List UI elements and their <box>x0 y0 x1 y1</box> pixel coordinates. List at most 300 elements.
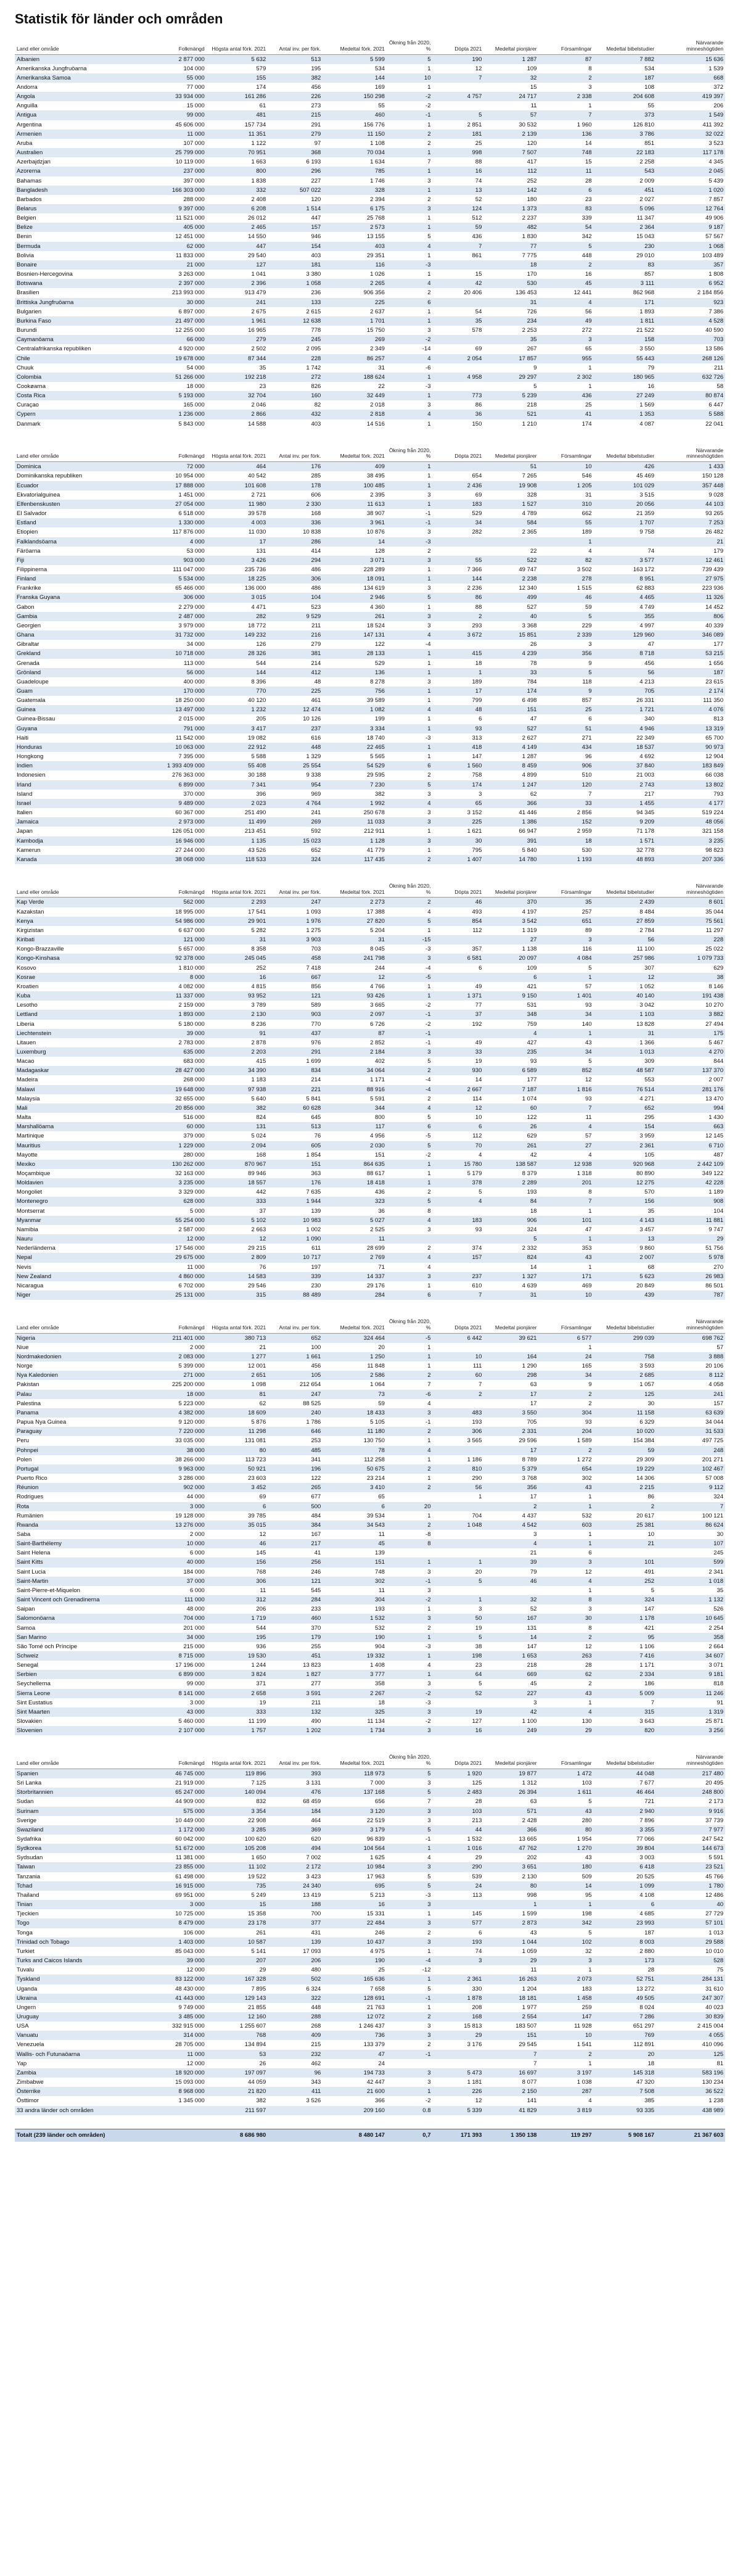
value-cell: 112 <box>432 926 483 935</box>
table-row <box>15 391 725 400</box>
value-cell: 197 097 <box>207 2068 268 2078</box>
table-row <box>15 1872 725 1881</box>
table-row <box>15 518 725 527</box>
value-cell: 235 <box>483 1047 538 1057</box>
value-cell: 629 <box>483 1131 538 1141</box>
value-cell: 45 <box>538 279 593 288</box>
value-cell: 32 163 000 <box>142 1169 207 1178</box>
value-cell: -2 <box>387 335 433 344</box>
value-cell: 306 <box>207 1577 268 1586</box>
value-cell: 2 487 000 <box>142 612 207 621</box>
value-cell: 532 <box>323 1624 387 1633</box>
value-cell: 44 103 <box>656 500 725 509</box>
table-row <box>15 1975 725 1984</box>
value-cell: 4 956 <box>323 1131 387 1141</box>
country-name-cell: Puerto Rico <box>15 1474 142 1483</box>
value-cell: 651 <box>538 917 593 926</box>
country-name-cell: Nederländerna <box>15 1244 142 1253</box>
value-cell: 12 255 000 <box>142 326 207 335</box>
value-cell: 80 874 <box>656 391 725 400</box>
table-row <box>15 139 725 148</box>
country-name-cell: Georgien <box>15 621 142 630</box>
value-cell: 328 <box>323 186 387 195</box>
value-cell: 66 947 <box>483 827 538 836</box>
value-cell: 1 661 <box>268 1352 323 1361</box>
value-cell: 1 <box>387 1909 433 1918</box>
value-cell: 1 <box>538 363 593 373</box>
value-cell: -2 <box>387 1150 433 1160</box>
value-cell: 1 <box>387 1352 433 1361</box>
column-header: Ökning från 2020, % <box>387 35 433 54</box>
value-cell: 29 <box>538 1726 593 1735</box>
column-header: Folkmängd <box>142 442 207 462</box>
value-cell: -1 <box>387 1994 433 2003</box>
value-cell: 1 719 <box>207 1614 268 1623</box>
value-cell: 130 <box>538 1717 593 1726</box>
value-cell: 70 951 <box>207 148 268 157</box>
value-cell: 1 318 <box>538 1169 593 1178</box>
table-row <box>15 1178 725 1187</box>
value-cell: 1 <box>387 1169 433 1178</box>
value-cell: 21 003 <box>594 770 657 780</box>
value-cell: 11 <box>483 1965 538 1975</box>
value-cell: 17 <box>483 1399 538 1408</box>
value-cell: 545 <box>268 1586 323 1595</box>
value-cell: 197 <box>268 1263 323 1272</box>
value-cell: 1 048 <box>432 1521 483 1530</box>
value-cell: 2 <box>387 1244 433 1253</box>
value-cell: 5 640 <box>207 1094 268 1104</box>
value-cell: 1 <box>387 1651 433 1661</box>
value-cell: 141 <box>483 2096 538 2105</box>
table-row <box>15 157 725 167</box>
value-cell: 12 <box>594 973 657 982</box>
value-cell: 104 <box>656 1207 725 1216</box>
value-cell: 41 443 000 <box>142 1994 207 2003</box>
value-cell <box>594 1343 657 1352</box>
value-cell: 8 484 <box>594 907 657 917</box>
value-cell: 2 <box>538 1390 593 1399</box>
value-cell: 1 373 <box>483 204 538 213</box>
value-cell: 8 459 <box>483 761 538 770</box>
value-cell: 403 <box>323 242 387 251</box>
value-cell: 370 000 <box>142 790 207 799</box>
value-cell: 273 <box>268 101 323 110</box>
value-cell: 1 135 <box>207 836 268 846</box>
value-cell: 19 648 000 <box>142 1085 207 1094</box>
value-cell: 16 <box>432 167 483 176</box>
column-header: Medeltal förk. 2021 <box>323 442 387 462</box>
country-name-cell: Grekland <box>15 649 142 658</box>
value-cell: 28 133 <box>323 649 387 658</box>
value-cell <box>432 1446 483 1455</box>
country-name-cell: Färöarna <box>15 547 142 556</box>
value-cell: 104 <box>268 593 323 602</box>
value-cell: 1 976 <box>268 917 323 926</box>
value-cell: 121 <box>268 1577 323 1586</box>
value-cell: 10 <box>538 1290 593 1300</box>
value-cell: 5 027 <box>323 1216 387 1225</box>
table-row <box>15 2012 725 2021</box>
value-cell <box>432 1698 483 1707</box>
value-cell: 3 <box>387 1614 433 1623</box>
column-header: Land eller område <box>15 878 142 898</box>
value-cell: 8 <box>538 64 593 73</box>
value-cell: 324 <box>483 1225 538 1234</box>
table-row <box>15 1947 725 1956</box>
value-cell: 157 <box>432 1253 483 1262</box>
value-cell: 11 000 <box>142 130 207 139</box>
value-cell: 165 000 <box>142 400 207 410</box>
value-cell: 5 <box>387 1881 433 1891</box>
value-cell: 1 272 <box>538 1455 593 1464</box>
value-cell: 2 238 <box>483 574 538 584</box>
table-row <box>15 1511 725 1521</box>
value-cell: 93 426 <box>323 991 387 1001</box>
value-cell: 21 763 <box>323 2003 387 2012</box>
value-cell: 7 416 <box>594 1651 657 1661</box>
value-cell: 7 <box>432 1380 483 1389</box>
table-row <box>15 1253 725 1262</box>
value-cell: 2 637 <box>323 307 387 316</box>
value-cell: 29 675 000 <box>142 1253 207 1262</box>
table-row <box>15 1642 725 1651</box>
value-cell: 144 <box>323 73 387 83</box>
value-cell: 20 849 <box>594 1281 657 1290</box>
value-cell: 328 <box>483 490 538 500</box>
value-cell: 18 995 000 <box>142 907 207 917</box>
value-cell: 12 461 <box>656 556 725 565</box>
value-cell: 65 <box>323 1492 387 1501</box>
value-cell: 45 <box>483 1679 538 1688</box>
table-row <box>15 1150 725 1160</box>
value-cell: 12 <box>323 973 387 982</box>
value-cell: 18 <box>483 260 538 270</box>
value-cell: 1 <box>387 827 433 836</box>
value-cell: 1 393 409 000 <box>142 761 207 770</box>
value-cell: 40 <box>483 612 538 621</box>
value-cell: 5 841 <box>268 1094 323 1104</box>
value-cell: 3 111 <box>594 279 657 288</box>
country-name-cell: Dominica <box>15 462 142 472</box>
value-cell: 29 <box>656 1234 725 1244</box>
value-cell: 47 320 <box>594 2078 657 2087</box>
value-cell: 245 <box>268 335 323 344</box>
value-cell: 7 <box>538 110 593 120</box>
value-cell: 2 873 <box>483 1918 538 1928</box>
value-cell: 3 355 <box>594 1825 657 1835</box>
value-cell: 112 258 <box>323 1455 387 1464</box>
country-name-cell: Kazakstan <box>15 907 142 917</box>
value-cell: 363 <box>268 1169 323 1178</box>
value-cell: 12 764 <box>656 204 725 213</box>
value-cell: 11 199 <box>207 1717 268 1726</box>
value-cell: 6 899 000 <box>142 1670 207 1679</box>
value-cell: 15 <box>207 1900 268 1909</box>
value-cell: 184 <box>268 1807 323 1816</box>
value-cell <box>432 2050 483 2059</box>
value-cell: 216 <box>268 630 323 640</box>
value-cell: 89 946 <box>207 1169 268 1178</box>
value-cell: 3 380 <box>268 270 323 279</box>
value-cell: 4 766 <box>323 982 387 991</box>
value-cell: 88 <box>432 157 483 167</box>
value-cell: 35 <box>538 898 593 907</box>
value-cell: 3 961 <box>323 518 387 527</box>
column-header: Folkmängd <box>142 35 207 54</box>
value-cell: 77 066 <box>594 1835 657 1844</box>
country-name-cell: Japan <box>15 827 142 836</box>
value-cell: 1 013 <box>656 1928 725 1938</box>
value-cell: 1 044 <box>483 1938 538 1947</box>
table-row <box>15 307 725 316</box>
value-cell: 34 543 <box>323 1521 387 1530</box>
value-cell: 1 707 <box>594 518 657 527</box>
value-cell: 519 224 <box>656 808 725 817</box>
value-cell: 1 312 <box>483 1778 538 1788</box>
country-name-cell: Tanzania <box>15 1872 142 1881</box>
value-cell: 2 408 <box>207 195 268 204</box>
country-name-cell: Kosovo <box>15 964 142 973</box>
country-name-cell: Bermuda <box>15 242 142 251</box>
value-cell: 117 435 <box>323 855 387 864</box>
value-cell: 4 757 <box>432 92 483 101</box>
country-name-cell: Panama <box>15 1408 142 1418</box>
value-cell: 356 <box>538 649 593 658</box>
country-name-cell: Guam <box>15 687 142 696</box>
country-name-cell: Tinian <box>15 1900 142 1909</box>
value-cell: 527 <box>483 724 538 733</box>
table-row <box>15 743 725 752</box>
value-cell: 12 904 <box>656 752 725 761</box>
value-cell: 1 181 <box>432 2078 483 2087</box>
column-header: Högsta antal förk. 2021 <box>207 878 268 898</box>
value-cell: 154 <box>268 242 323 251</box>
value-cell: 2 094 <box>207 1141 268 1150</box>
value-cell: 17 093 <box>268 1947 323 1956</box>
value-cell: -1 <box>387 509 433 518</box>
table-row <box>15 724 725 733</box>
value-cell: 12 001 <box>207 1361 268 1371</box>
value-cell: 3 577 <box>594 556 657 565</box>
value-cell: 12 <box>432 2096 483 2105</box>
value-cell: 645 <box>268 1113 323 1122</box>
value-cell: 5 <box>594 1586 657 1595</box>
value-cell: 1 <box>387 659 433 668</box>
table-row <box>15 1380 725 1389</box>
value-cell: 77 <box>432 1001 483 1010</box>
country-name-cell: Samoa <box>15 1624 142 1633</box>
country-name-cell: Togo <box>15 1918 142 1928</box>
value-cell: 15 043 <box>594 232 657 241</box>
value-cell: 86 <box>432 400 483 410</box>
value-cell: 47 762 <box>483 1844 538 1853</box>
value-cell: 163 172 <box>594 565 657 574</box>
value-cell: 5 <box>387 1788 433 1797</box>
value-cell: 6 175 <box>323 204 387 213</box>
value-cell: 12 451 000 <box>142 232 207 241</box>
table-row <box>15 223 725 232</box>
value-cell: 95 <box>538 1891 593 1900</box>
value-cell: 34 <box>538 1010 593 1019</box>
value-cell: 6 324 <box>268 1984 323 1994</box>
value-cell: 116 <box>323 260 387 270</box>
value-cell: 189 <box>432 677 483 687</box>
value-cell: 652 <box>268 846 323 855</box>
value-cell: 257 <box>538 907 593 917</box>
value-cell: 16 <box>207 973 268 982</box>
value-cell: 32 655 000 <box>142 1094 207 1104</box>
value-cell: 80 <box>538 1825 593 1835</box>
value-cell: 1 515 <box>538 584 593 593</box>
value-cell: 111 350 <box>656 696 725 705</box>
value-cell: 456 <box>268 1361 323 1371</box>
value-cell: 700 <box>268 1909 323 1918</box>
value-cell: 908 <box>656 1197 725 1206</box>
value-cell: 25 022 <box>656 944 725 954</box>
value-cell: 20 525 <box>594 1872 657 1881</box>
country-name-cell: Irland <box>15 780 142 790</box>
value-cell: 12 160 <box>207 2012 268 2021</box>
value-cell: 3 959 <box>594 1131 657 1141</box>
value-cell: 248 800 <box>656 1788 725 1797</box>
column-header: Närvarande minneshögtiden <box>656 442 725 462</box>
country-name-cell: Colombia <box>15 373 142 382</box>
country-name-cell: Burkina Faso <box>15 316 142 326</box>
value-cell: 1 <box>538 1539 593 1548</box>
country-name-cell: Amerikanska Samoa <box>15 73 142 83</box>
value-cell: 2 095 <box>268 344 323 353</box>
value-cell: 253 <box>268 1436 323 1445</box>
value-cell: 6 208 <box>207 204 268 213</box>
value-cell: 824 <box>483 1253 538 1262</box>
value-cell: 26 331 <box>594 696 657 705</box>
table-row <box>15 1207 725 1216</box>
value-cell: 21 <box>656 537 725 547</box>
value-cell: 56 <box>432 1483 483 1492</box>
value-cell: 5 843 000 <box>142 419 207 429</box>
value-cell: 1 277 <box>207 1352 268 1361</box>
value-cell: 18 225 <box>207 574 268 584</box>
value-cell: 313 <box>432 733 483 743</box>
value-cell: 1 <box>387 1844 433 1853</box>
value-cell: 4 000 <box>142 537 207 547</box>
value-cell: 151 <box>323 1558 387 1567</box>
value-cell: 5 239 <box>483 391 538 400</box>
value-cell: 2 940 <box>594 1807 657 1816</box>
value-cell: 2 030 <box>323 1141 387 1150</box>
value-cell: 8 278 <box>323 677 387 687</box>
value-cell: 20 617 <box>594 1511 657 1521</box>
value-cell: 136 453 <box>483 288 538 297</box>
value-cell: 486 <box>268 565 323 574</box>
value-cell: 923 <box>656 298 725 307</box>
value-cell: 24 340 <box>268 1881 323 1891</box>
table-row <box>15 186 725 195</box>
value-cell: 1 <box>387 1474 433 1483</box>
value-cell: 26 <box>483 640 538 649</box>
value-cell: -3 <box>387 944 433 954</box>
value-cell: 60 042 000 <box>142 1835 207 1844</box>
value-cell: 183 <box>432 1216 483 1225</box>
value-cell: 81 <box>656 2059 725 2068</box>
value-cell: 11 <box>323 1586 387 1595</box>
table-row <box>15 603 725 612</box>
value-cell: 2 <box>387 1094 433 1104</box>
column-header: Medeltal bibelstudier <box>594 35 657 54</box>
value-cell: 2 073 <box>538 1975 593 1984</box>
value-cell: 18 <box>483 1207 538 1216</box>
value-cell: 38 068 000 <box>142 855 207 864</box>
value-cell: 3 452 <box>207 1483 268 1492</box>
value-cell: 998 <box>432 148 483 157</box>
header-row <box>15 442 725 462</box>
value-cell: 97 <box>268 139 323 148</box>
value-cell: 217 <box>268 1539 323 1548</box>
value-cell: 74 <box>594 547 657 556</box>
value-cell: 13 <box>432 186 483 195</box>
value-cell: 55 443 <box>594 354 657 363</box>
value-cell: 42 447 <box>323 2078 387 2087</box>
value-cell: 2 <box>538 73 593 83</box>
value-cell: 13 823 <box>268 1661 323 1670</box>
country-name-cell: Gambia <box>15 612 142 621</box>
value-cell <box>483 537 538 547</box>
value-cell: 5 <box>538 612 593 621</box>
value-cell: 177 <box>656 640 725 649</box>
value-cell: 1 058 <box>268 279 323 288</box>
value-cell: 128 691 <box>323 1994 387 2003</box>
value-cell <box>432 935 483 944</box>
value-cell: 378 <box>432 1178 483 1187</box>
value-cell: 4 <box>387 1399 433 1408</box>
value-cell: 7 895 <box>207 1984 268 1994</box>
value-cell: 89 <box>538 926 593 935</box>
value-cell: 1 <box>387 687 433 696</box>
country-name-cell: Lesotho <box>15 1001 142 1010</box>
value-cell: 30 839 <box>656 2012 725 2021</box>
value-cell: 955 <box>538 354 593 363</box>
value-cell: 15 023 <box>268 836 323 846</box>
value-cell: 166 303 000 <box>142 186 207 195</box>
value-cell: 3 000 <box>142 1502 207 1511</box>
country-name-cell: Uruguay <box>15 2012 142 2021</box>
table-row <box>15 827 725 836</box>
country-name-cell: Sint Maarten <box>15 1707 142 1717</box>
value-cell: 3 417 <box>207 724 268 733</box>
value-cell: 68 459 <box>268 1797 323 1806</box>
country-name-cell: Argentina <box>15 120 142 130</box>
value-cell: 21 000 <box>142 260 207 270</box>
value-cell: 6 <box>538 1548 593 1558</box>
value-cell: 165 <box>538 1361 593 1371</box>
value-cell: 3 071 <box>323 556 387 565</box>
value-cell: 226 <box>268 92 323 101</box>
value-cell: 171 <box>594 298 657 307</box>
value-cell: 7 <box>483 2059 538 2068</box>
country-name-cell: Ecuador <box>15 481 142 490</box>
value-cell: 24 <box>323 2059 387 2068</box>
value-cell: 1 549 <box>656 110 725 120</box>
value-cell: 34 064 <box>323 1066 387 1075</box>
country-name-cell: Bulgarien <box>15 307 142 316</box>
value-cell: 187 <box>594 1928 657 1938</box>
value-cell: 4 <box>387 354 433 363</box>
table-row <box>15 1020 725 1029</box>
value-cell: 1 <box>538 1343 593 1352</box>
value-cell: 1 <box>387 1511 433 1521</box>
value-cell: 5 840 <box>483 846 538 855</box>
